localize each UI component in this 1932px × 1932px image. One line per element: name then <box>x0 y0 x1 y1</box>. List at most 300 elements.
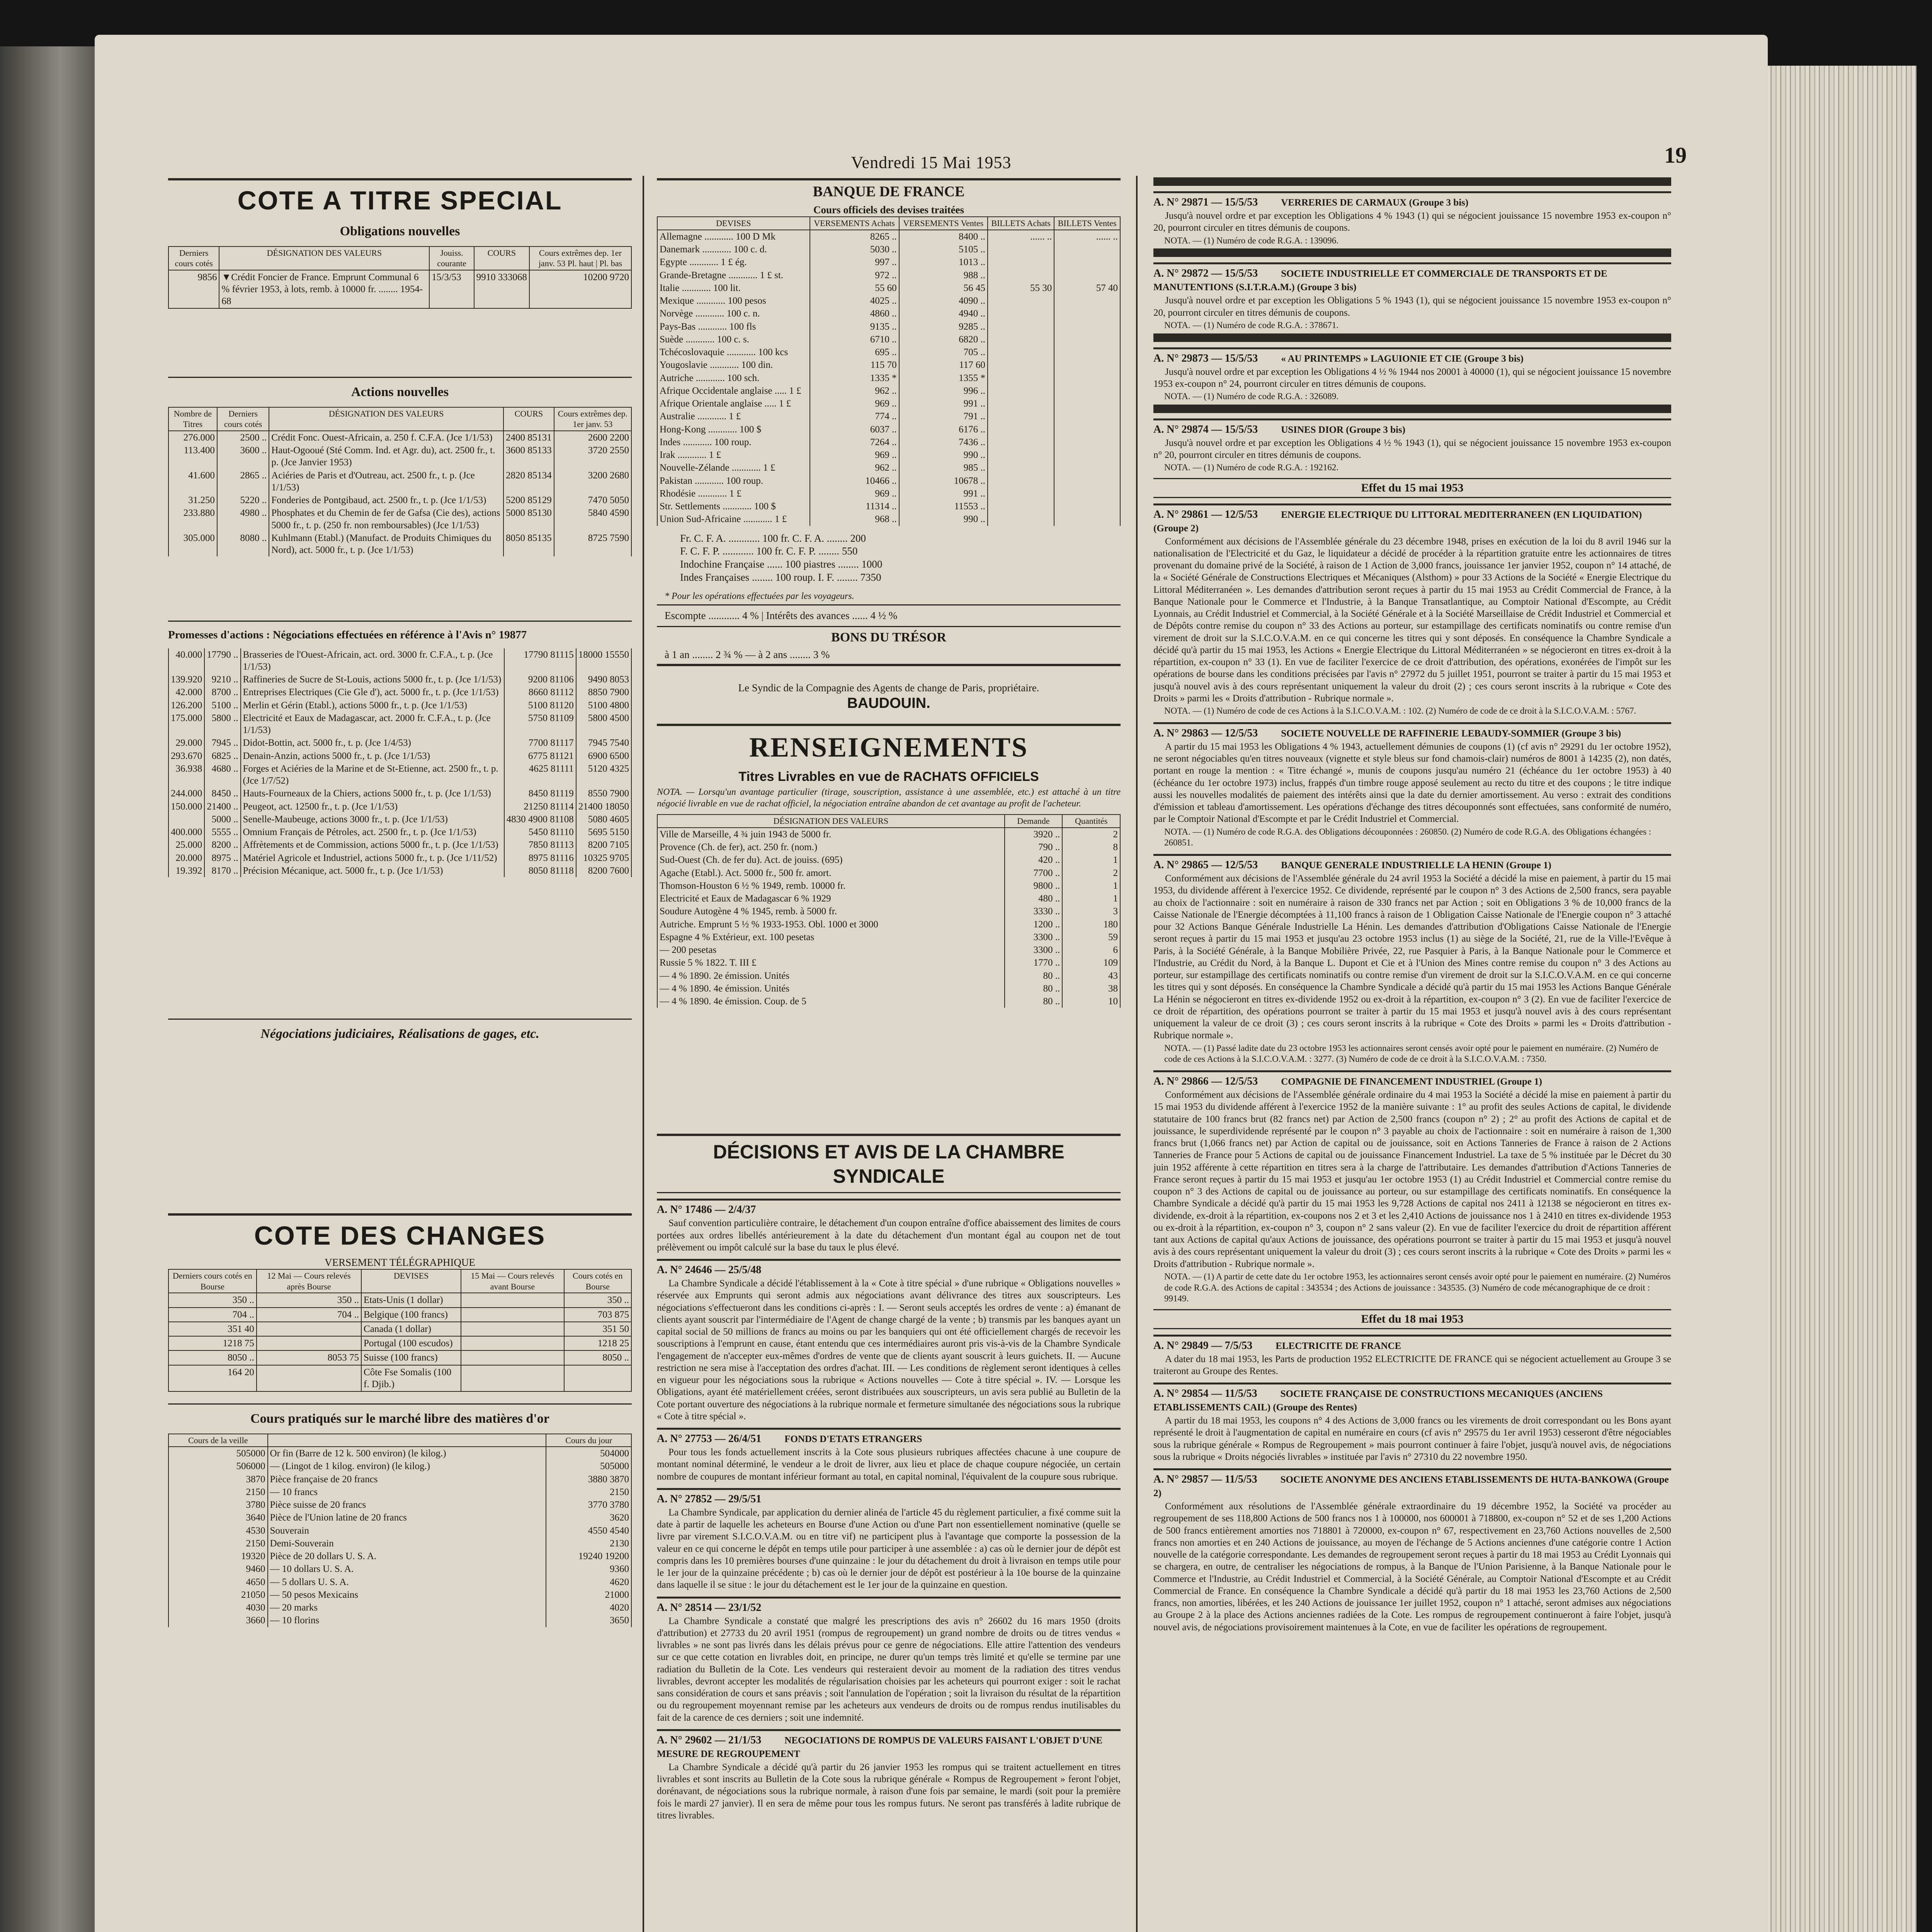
avis-number: A. N° 27753 — 26/4/51 <box>657 1433 762 1445</box>
table-cell: 480 .. <box>1005 892 1063 905</box>
table-cell: 791 .. <box>899 410 988 423</box>
avis-heading <box>1153 347 1671 365</box>
table-row <box>168 648 631 673</box>
table-cell <box>1054 384 1120 397</box>
table-cell: 1218 75 <box>168 1336 257 1350</box>
column-header: COURS <box>474 247 529 270</box>
banque-france-note: * Pour les opérations effectuées par les voyageurs. <box>665 591 854 601</box>
table-cell: 8200 .. <box>204 838 240 851</box>
table-cell <box>461 1365 564 1392</box>
table-cell: 5080 4605 <box>576 813 631 826</box>
table-row <box>168 1447 631 1460</box>
table-cell <box>1054 423 1120 436</box>
table-cell: 2150 <box>546 1486 631 1498</box>
table-cell: Provence (Ch. de fer), act. 250 fr. (nom.) <box>657 841 1005 854</box>
avis-bar <box>1153 248 1671 257</box>
column-header: Quantités <box>1062 815 1120 828</box>
table-cell: 8850 7900 <box>576 686 631 699</box>
table-cell <box>257 1322 361 1336</box>
table-cell: Danemark ............ 100 c. d. <box>657 243 810 256</box>
table-cell: 3920 .. <box>1005 828 1063 841</box>
table-cell: 990 .. <box>899 449 988 461</box>
table-row <box>168 1614 631 1627</box>
avis-heading <box>1153 262 1671 294</box>
column-header: DÉSIGNATION DES VALEURS <box>657 815 1005 828</box>
table-cell: 38 <box>1062 982 1120 995</box>
rule <box>657 626 1121 627</box>
avis-number: A. N° 29854 — 11/5/53 <box>1153 1388 1257 1400</box>
table-cell: 6176 .. <box>899 423 988 436</box>
table-row <box>657 449 1120 461</box>
table-row <box>168 762 631 787</box>
table-cell <box>1054 269 1120 282</box>
table-cell: 117 60 <box>899 359 988 371</box>
book-page-stack <box>1762 66 1917 1932</box>
table-cell: 3300 .. <box>1005 944 1063 956</box>
table-cell: 968 .. <box>810 513 899 526</box>
effet-15-mai: Effet du 15 mai 1953 <box>1153 478 1671 498</box>
table-cell <box>564 1365 631 1392</box>
table-cell: 8200 7105 <box>576 838 631 851</box>
table-cell: Soudure Autogène 4 % 1945, remb. à 5000 fr. <box>657 905 1005 918</box>
table-row <box>657 410 1120 423</box>
table-row <box>657 931 1120 944</box>
table-cell <box>1054 372 1120 384</box>
avis-bar <box>1153 405 1671 413</box>
table-cell: 704 .. <box>257 1308 361 1322</box>
table-header-row <box>168 247 631 270</box>
table-cell: 1 <box>1062 892 1120 905</box>
avis-heading <box>657 1488 1121 1506</box>
avis-heading <box>1153 503 1671 535</box>
table-cell: 9460 <box>168 1563 268 1575</box>
table-cell: Affrètements et de Commission, actions 5000 fr., t. p. (Jce 1/1/53) <box>241 838 504 851</box>
table-cell: Pakistan ............ 100 roup. <box>657 474 810 487</box>
avis-text: Jusqu'à nouvel ordre et par exception les Obligations 5 % 1943 (1), qui se négocient jouissance 15 novembre 1953 ex-coupon n° 20, pourront circuler en titres démunis de coupons. <box>1153 295 1671 318</box>
table-cell: Suisse (100 francs) <box>361 1350 461 1365</box>
table-row <box>657 243 1120 256</box>
table-cell: 7945 7540 <box>576 736 631 749</box>
table-cell: 8 <box>1062 841 1120 854</box>
rule <box>168 377 632 378</box>
table-cell: 4830 4900 81108 <box>504 813 576 826</box>
table-header-row <box>168 1269 631 1293</box>
table-cell: 21400 18050 <box>576 800 631 813</box>
avis-nota: NOTA. — (1) Numéro de code R.G.A. : 378671. <box>1164 320 1339 330</box>
table-row <box>657 892 1120 905</box>
avis-nota: NOTA. — (1) Numéro de code de ces Actions à la S.I.C.O.V.A.M. : 102. (2) Numéro de code de ce droit à la S.I.C.O.V.A.M. : 5767. <box>1164 706 1636 716</box>
table-cell: 972 .. <box>810 269 899 282</box>
table-row <box>657 982 1120 995</box>
table-cell: Omnium Français de Pétroles, act. 2500 fr., t. p. (Jce 1/1/53) <box>241 826 504 838</box>
avis-text: Conformément aux décisions de l'Assemblée générale du 24 avril 1953 la Société a décidé la mise en paiement, à partir du 15 mai 1953, du dividende afférent à l'exercice 1952. Ce dividende, représenté par le coupon n° 3 des Actions de 2,500 francs, sera payable au choix de l'actionnaire : soit en numéraire à raison de 330 francs net par Action ; soit en Obligations 3 % de 10,000 francs de la Caisse Nationale de l'Energie décomptées à 11,100 francs à raison de 1 Obligation Caisse Nationale de l'Energie coupon n° 3 attaché pour 32 Actions Banque Générale Industrielle La Hénin. Les demandes d'attribution d'Obligations Caisse Nationale de l'Energie seront reçues à partir du 15 mai 1953 et jusqu'au 23 octobre 1953 inclus (1) au siège de la Société, 21, rue de la Ville-l'Evêque à Paris, à la Société Générale, à la Banque Mobilière Privée, 22, rue Pasquier à Paris, à la Banque Nationale pour le Commerce et l'Industrie, au Crédit du Nord, à la Banque L. Dupont et Cie et à l'Union des Mines contre remise du coupon n° 3 des Actions au porteur, sur estampillage des certificats nominatifs ou contre remise d'un virement de droit sur la S.I.C.O.V.A.M. en ce qui concerne les titres qui y sont déposés. En conséquence la Chambre Syndicale a décidé qu'à partir du 15 mai 1953 les Actions Banque Générale La Hénin se négocieront en titres ex-dividende 1952 ou ex-droit à la répartition, ex-coupon n° 3 (2). En vue de faciliter l'exercice de ce droit de répartition, des opérations pourront se traiter à partir du 15 mai 1953 et jusqu'à nouvel avis à des cours représentant uniquement la valeur de ce droit (3) ; ces cours seront inscrits à la rubrique « Cote des Droits » parmi les « Droits d'attribution - Rubrique normale ». <box>1153 873 1671 1041</box>
rule <box>168 1213 632 1216</box>
table-cell: 9285 .. <box>899 320 988 333</box>
table-cell: 244.000 <box>168 787 204 800</box>
avis-nota: NOTA. — (1) Passé ladite date du 23 octobre 1953 les actionnaires seront censés avoir opté pour le paiement en numéraire. (2) Numéro de code de ces Actions à la S.I.C.O.V.A.M. : 3277. (3) Numéro de code de ce droit à la S.I.C.O.V.A.M. : 7350. <box>1164 1043 1658 1064</box>
table-cell: 1 <box>1062 854 1120 866</box>
table-row <box>657 956 1120 969</box>
avis-item <box>1153 177 1671 246</box>
matieres-or-title: Cours pratiqués sur le marché libre des matières d'or <box>250 1412 549 1426</box>
table-cell: ▼Crédit Foncier de France. Emprunt Communal 6 % février 1953, à lots, remb. à 10000 fr. ........ 1954-68 <box>219 270 429 309</box>
table-cell: Rhodésie ............ 1 £ <box>657 487 810 500</box>
table-cell <box>257 1365 361 1392</box>
table-cell: 351 40 <box>168 1322 257 1336</box>
avis-text: A partir du 15 mai 1953 les Obligations 4 % 1943, actuellement démunies de coupons (1) (cf avis n° 29291 du 1er octobre 1952), ne seront négociables qu'en titres nouveaux (vignette et style bleus sur fond chamois-clair) numéros de 8001 à 14235 (2), non datés, portant en rouge la mention : « Titre échangé », munis de coupons jusqu'au numéro 21 (échéance du 1er octobre 1953) à 40 (échéance du 1er octobre 1973) inclus, frappés d'un timbre rouge apposé seulement au recto du titre et des coupons ; le titre indique aussi les nouvelles modalités de paiement des intérêts ainsi que la date du dernier amortissement. Au verso : extrait des conditions d'émission et tableau d'amortissement. Les opérations d'échange des titres découponnés sont effectuées, sans conformité de numéro, par le Comptoir National d'Escompte et par le Crédit Industriel et Commercial. <box>1153 741 1671 825</box>
table-cell: 8050 85135 <box>503 532 554 557</box>
table-cell: 4090 .. <box>899 294 988 307</box>
table-cell: Tchécoslovaquie ............ 100 kcs <box>657 346 810 359</box>
table-cell: 11314 .. <box>810 500 899 513</box>
table-row <box>168 673 631 686</box>
syndic-text: Le Syndic de la Compagnie des Agents de change de Paris, propriétaire. <box>738 682 1039 694</box>
table-cell: 3330 .. <box>1005 905 1063 918</box>
table-cell: 80 .. <box>1005 982 1063 995</box>
banque-france-table <box>657 216 1121 526</box>
table-cell: 1218 25 <box>564 1336 631 1350</box>
table-cell: Pièce française de 20 francs <box>268 1473 546 1486</box>
rule <box>168 621 632 622</box>
table-cell <box>988 372 1054 384</box>
avis-company: SOCIETE NOUVELLE DE RAFFINERIE LEBAUDY-SOMMIER (Groupe 3 bis) <box>1281 728 1621 739</box>
table-cell: 20.000 <box>168 852 204 864</box>
avis-heading <box>1153 722 1671 740</box>
table-cell: 305.000 <box>168 532 217 557</box>
column-left <box>168 176 632 1932</box>
table-cell: 3870 <box>168 1473 268 1486</box>
table-cell: 21250 81114 <box>504 800 576 813</box>
rule <box>657 1192 1121 1193</box>
column-header: Cours extrêmes dep. 1er janv. 53 <box>554 407 631 431</box>
table-cell <box>1054 397 1120 410</box>
table-cell: Souverain <box>268 1524 546 1537</box>
table-cell: Belgique (100 francs) <box>361 1308 461 1322</box>
table-cell: 704 .. <box>168 1308 257 1322</box>
avis-number: A. N° 27852 — 29/5/51 <box>657 1493 762 1505</box>
obligations-table <box>168 246 632 309</box>
table-cell: 80 .. <box>1005 969 1063 982</box>
avis-text: La Chambre Syndicale a décidé qu'à partir du 26 janvier 1953 les rompus qui se traitent actuellement en titres livrables et sont inscrits au Bulletin de la Cote sous la rubrique générale « Rompus de Regroupement » feront l'objet, dorénavant, de négociations sous la rubrique normale, à raison d'une fois par semaine, le mardi (soit pour la première fois le mardi 27 janvier). Il en sera de même pour tous les rompus futurs. Ne seront pas transférés à ladite rubrique de titres livrables. <box>657 1762 1121 1821</box>
table-cell <box>988 384 1054 397</box>
table-cell: Agache (Etabl.). Act. 5000 fr., 500 fr. amort. <box>657 867 1005 879</box>
table-cell: Entreprises Electriques (Cie Gle d'), act. 5000 fr., t. p. (Jce 1/1/53) <box>241 686 504 699</box>
table-cell: — 50 pesos Mexicains <box>268 1588 546 1601</box>
table-cell: 420 .. <box>1005 854 1063 866</box>
table-cell: Mexique ............ 100 pesos <box>657 294 810 307</box>
table-cell <box>988 397 1054 410</box>
table-cell: ...... .. <box>1054 230 1120 243</box>
table-cell: Irak ............ 1 £ <box>657 449 810 461</box>
table-row <box>168 270 631 309</box>
table-row <box>657 359 1120 371</box>
table-cell: 5030 .. <box>810 243 899 256</box>
table-cell: 4625 81111 <box>504 762 576 787</box>
table-cell: Portugal (100 escudos) <box>361 1336 461 1350</box>
table-cell: 25.000 <box>168 838 204 851</box>
cfa-rate-line: F. C. F. P. ............ 100 fr. C. F. P. ........ 550 <box>680 545 858 557</box>
table-cell: Phosphates et du Chemin de fer de Gafsa (Cie des), actions 5000 fr., t. p. (250 fr. non remboursables) (Jce 1/1/53) <box>269 507 503 532</box>
avis-item <box>657 1597 1121 1724</box>
table-cell: 8050 .. <box>564 1350 631 1365</box>
table-row <box>168 1308 631 1322</box>
table-cell: — 10 francs <box>268 1486 546 1498</box>
avis-item <box>657 1199 1121 1253</box>
table-cell: 5555 .. <box>204 826 240 838</box>
table-header-row <box>657 815 1120 828</box>
table-cell: Autriche. Emprunt 5 ½ % 1933-1953. Obl. 1000 et 3000 <box>657 918 1005 931</box>
table-cell: 6 <box>1062 944 1120 956</box>
column-header: BILLETS Ventes <box>1054 217 1120 230</box>
table-cell: 9910 333068 <box>474 270 529 309</box>
avis-number: A. N° 29872 — 15/5/53 <box>1153 267 1258 280</box>
table-cell <box>988 320 1054 333</box>
table-row <box>657 995 1120 1008</box>
decisions-list <box>657 1199 1121 1821</box>
table-cell: 8050 81118 <box>504 864 576 877</box>
table-cell: Fonderies de Pontgibaud, act. 2500 fr., t. p. (Jce 1/1/53) <box>269 494 503 507</box>
table-cell: 5000 85130 <box>503 507 554 532</box>
table-cell: 7850 81113 <box>504 838 576 851</box>
table-cell: 5100 .. <box>204 699 240 712</box>
table-row <box>168 1537 631 1550</box>
table-cell: 5840 4590 <box>554 507 631 532</box>
table-row <box>657 269 1120 282</box>
avis-heading <box>1153 418 1671 436</box>
table-cell <box>988 436 1054 449</box>
table-cell: — 4 % 1890. 4e émission. Unités <box>657 982 1005 995</box>
table-cell <box>1054 243 1120 256</box>
table-cell: 276.000 <box>168 431 217 444</box>
table-cell: 8725 7590 <box>554 532 631 557</box>
table-cell: Merlin et Gérin (Etabl.), actions 5000 fr., t. p. (Jce 1/1/53) <box>241 699 504 712</box>
table-cell <box>1054 500 1120 513</box>
table-row <box>657 436 1120 449</box>
avis-company: SOCIETE INDUSTRIELLE ET COMMERCIALE DE TRANSPORTS ET DE MANUTENTIONS (S.I.T.R.A.M.) (Groupe 3 bis) <box>1153 269 1607 293</box>
table-cell: 703 875 <box>564 1308 631 1322</box>
table-row <box>657 487 1120 500</box>
table-cell: 969 .. <box>810 397 899 410</box>
table-cell: 2400 85131 <box>503 431 554 444</box>
table-row <box>168 1498 631 1511</box>
avis-bar <box>1153 333 1671 342</box>
avis-item <box>1153 333 1671 402</box>
table-row <box>168 699 631 712</box>
column-divider <box>643 176 644 1932</box>
table-cell: 962 .. <box>810 461 899 474</box>
avis-company: ELECTRICITE DE FRANCE <box>1276 1340 1401 1351</box>
column-header: VERSEMENTS Achats <box>810 217 899 230</box>
avis-number: A. N° 17486 — 2/4/37 <box>657 1204 756 1216</box>
table-cell <box>168 813 204 826</box>
table-row <box>657 867 1120 879</box>
table-row <box>168 1293 631 1307</box>
table-cell: 41.600 <box>168 469 217 494</box>
table-cell <box>988 513 1054 526</box>
table-cell <box>461 1350 564 1365</box>
table-cell: — 4 % 1890. 2e émission. Unités <box>657 969 1005 982</box>
table-cell: 9856 <box>168 270 219 309</box>
cfa-rates <box>680 532 1097 584</box>
table-cell: Italie ............ 100 lit. <box>657 282 810 294</box>
table-cell: 2150 <box>168 1537 268 1550</box>
table-cell: Matériel Agricole et Industriel, actions 5000 fr., t. p. (Jce 1/11/52) <box>241 852 504 864</box>
table-cell: 21000 <box>546 1588 631 1601</box>
avis-item <box>1153 503 1671 717</box>
table-cell: 40.000 <box>168 648 204 673</box>
avis-company: NEGOCIATIONS DE ROMPUS DE VALEURS FAISANT L'OBJET D'UNE MESURE DE REGROUPEMENT <box>657 1735 1103 1759</box>
obligations-subtitle: Obligations nouvelles <box>340 224 460 238</box>
table-cell: 4550 4540 <box>546 1524 631 1537</box>
table-cell: Autriche ............ 100 sch. <box>657 372 810 384</box>
table-header-row <box>168 1434 631 1447</box>
table-cell: 19240 19200 <box>546 1550 631 1563</box>
table-cell <box>988 243 1054 256</box>
table-cell: 8450 81119 <box>504 787 576 800</box>
avis-heading <box>1153 191 1671 209</box>
table-row <box>657 282 1120 294</box>
table-cell: 10466 .. <box>810 474 899 487</box>
table-cell: 8400 .. <box>899 230 988 243</box>
cote-changes-subtitle: VERSEMENT TÉLÉGRAPHIQUE <box>325 1256 475 1268</box>
table-cell: 5750 81109 <box>504 712 576 737</box>
avis-nota: NOTA. — (1) Numéro de code R.G.A. : 192162. <box>1164 463 1339 473</box>
table-row <box>168 444 631 469</box>
table-cell: 774 .. <box>810 410 899 423</box>
column-header: Nombre de Titres <box>168 407 217 431</box>
table-cell: 3640 <box>168 1511 268 1524</box>
table-row <box>168 800 631 813</box>
table-cell: 9360 <box>546 1563 631 1575</box>
avis-item <box>1153 854 1671 1065</box>
avis-text: Conformément aux décisions de l'Assemblée générale ordinaire du 4 mai 1953 la Société a décidé la mise en paiement à partir du 15 mai 1953 du dividende afférent à l'exercice 1952 de la manière suivante : 1° au profit des seules Actions de capital, le dividende statutaire de 100 francs brut (82 francs net) par Action de 2,500 francs (coupon n° 2) ; 2° au profit des Actions de capital et de jouissance, le superdividende représenté par le coupon n° 3 payable au choix de l'actionnaire : soit en numéraire à raison de 1,300 francs brut (1,066 francs net) par Action de capital ou de jouissance, soit en Actions Tanneries de France à raison de 2 Actions Tanneries de France pour 5 Actions de capital ou de jouissance Financement Industriel. La taxe de 5 % instituée par le Décret du 30 juin 1952 afférente à cette répartition en titres sera à la charge de l'attributaire. Les demandes d'attribution d'Actions Tanneries de France seront reçues à partir du 15 mai 1953 et jusqu'au 1er octobre 1953 (1) au Crédit Industriel et Commercial contre remise du coupon n° 3 des Actions de capital ou de jouissance au porteur, ou sur estampillage des certificats nominatifs. En conséquence la Chambre Syndicale a décidé qu'à partir du 15 mai 1953 les 9,728 Actions de capital nos 2411 à 12138 se négocieront en titres ex-dividende, ex-droit à la répartition, ex-coupons nos 2 et 3 et les 2,410 Actions de jouissance nos 1 à 2410 en titres ex-dividende 1953 ou ex-droit à la répartition, ex-coupon n° 3, coupon n° 2 sans valeur (2). En vue de faciliter l'exercice du droit de répartition afférent tant aux Actions de capital qu'aux Actions de jouissance, des opérations pourront se traiter à partir du 15 mai 1953 et jusqu'à nouvel avis à des cours représentant uniquement la valeur du droit (3) ; ces cours seront inscrits à la rubrique « Cote des Droits » parmi les « Droits d'attribution - Rubrique normale ». <box>1153 1090 1671 1269</box>
avis-list-effet-18-mai <box>1153 1335 1671 1633</box>
table-cell: 150.000 <box>168 800 204 813</box>
avis-number: A. N° 28514 — 23/1/52 <box>657 1601 762 1614</box>
avis-item <box>1153 1468 1671 1633</box>
avis-nota: NOTA. — (1) Numéro de code R.G.A. : 139096. <box>1164 235 1339 245</box>
table-cell: 969 .. <box>810 487 899 500</box>
table-cell: 5695 5150 <box>576 826 631 838</box>
table-cell: 6775 81121 <box>504 750 576 762</box>
table-cell: Peugeot, act. 12500 fr., t. p. (Jce 1/1/53) <box>241 800 504 813</box>
column-right <box>1153 176 1671 1932</box>
table-row <box>657 879 1120 892</box>
table-cell <box>1054 436 1120 449</box>
avis-text: Jusqu'à nouvel ordre et par exception les Obligations 4 ½ % 1944 nos 20001 à 40000 (1), qui se négocient jouissance 15 novembre 1953 ex-coupon n° 24, pourront circuler en titres démunis de coupons. <box>1153 366 1671 389</box>
table-row <box>657 333 1120 346</box>
table-cell <box>988 269 1054 282</box>
table-row <box>657 918 1120 931</box>
avis-item <box>1153 722 1671 849</box>
table-cell: 5800 4500 <box>576 712 631 737</box>
avis-number: A. N° 29602 — 21/1/53 <box>657 1734 762 1746</box>
table-cell: 4860 .. <box>810 307 899 320</box>
table-cell: 6900 6500 <box>576 750 631 762</box>
table-row <box>657 372 1120 384</box>
table-row <box>657 905 1120 918</box>
table-cell: 4530 <box>168 1524 268 1537</box>
table-cell: Hong-Kong ............ 100 $ <box>657 423 810 436</box>
table-cell: 4025 .. <box>810 294 899 307</box>
avis-heading <box>1153 854 1671 872</box>
table-cell: 350 .. <box>257 1293 361 1307</box>
table-cell: 400.000 <box>168 826 204 838</box>
table-row <box>168 1350 631 1365</box>
rule <box>168 178 632 180</box>
column-header: COURS <box>503 407 554 431</box>
table-cell <box>988 359 1054 371</box>
table-cell: Afrique Occidentale anglaise ..... 1 £ <box>657 384 810 397</box>
table-cell: 8053 75 <box>257 1350 361 1365</box>
table-row <box>657 513 1120 526</box>
table-cell: 7264 .. <box>810 436 899 449</box>
table-cell: 4650 <box>168 1576 268 1588</box>
rule <box>657 1134 1121 1136</box>
table-cell: 1013 .. <box>899 256 988 269</box>
table-cell <box>988 461 1054 474</box>
table-cell <box>1054 449 1120 461</box>
table-cell: 21400 .. <box>204 800 240 813</box>
table-row <box>168 750 631 762</box>
table-cell: 8080 .. <box>217 532 269 557</box>
table-cell: 10 <box>1062 995 1120 1008</box>
table-cell: 109 <box>1062 956 1120 969</box>
avis-number: A. N° 29865 — 12/5/53 <box>1153 859 1258 871</box>
table-cell: 1 <box>1062 879 1120 892</box>
table-cell: 19.392 <box>168 864 204 877</box>
table-cell: Nouvelle-Zélande ............ 1 £ <box>657 461 810 474</box>
table-cell: Norvège ............ 100 c. n. <box>657 307 810 320</box>
table-cell: 8200 7600 <box>576 864 631 877</box>
table-cell: Australie ............ 1 £ <box>657 410 810 423</box>
avis-company: FONDS D'ETATS ETRANGERS <box>784 1434 922 1444</box>
table-cell: 5105 .. <box>899 243 988 256</box>
table-header-row <box>168 407 631 431</box>
table-cell: 1200 .. <box>1005 918 1063 931</box>
table-cell: 9135 .. <box>810 320 899 333</box>
table-cell: Kuhlmann (Etabl.) (Manufact. de Produits Chimiques du Nord), act. 5000 fr., t. p. (Jce 1/1/53) <box>269 532 503 557</box>
table-cell: Str. Settlements ............ 100 $ <box>657 500 810 513</box>
table-cell: Senelle-Maubeuge, actions 3000 fr., t. p. (Jce 1/1/53) <box>241 813 504 826</box>
table-row <box>168 1563 631 1575</box>
table-row <box>168 838 631 851</box>
table-cell: 505000 <box>546 1460 631 1473</box>
table-cell <box>1054 294 1120 307</box>
table-cell: 55 60 <box>810 282 899 294</box>
avis-text: Jusqu'à nouvel ordre et par exception les Obligations 4 % 1943 (1) qui se négocient jouissance 15 novembre 1953 ex-coupon n° 20, pourront circuler en titres démunis de coupons. <box>1153 211 1671 233</box>
table-cell: — 20 marks <box>268 1601 546 1614</box>
table-cell: Afrique Orientale anglaise ..... 1 £ <box>657 397 810 410</box>
table-cell: 997 .. <box>810 256 899 269</box>
table-row <box>657 384 1120 397</box>
rule <box>168 1019 632 1020</box>
table-cell: 8975 81116 <box>504 852 576 864</box>
table-row <box>168 1365 631 1392</box>
avis-text: Jusqu'à nouvel ordre et par exception les Obligations 4 ½ % 1943 (1), qui se négocient jouissance 15 novembre 1953 ex-coupon n° 20, pourront circuler en titres démunis de coupons. <box>1153 437 1671 460</box>
table-cell: 5100 81120 <box>504 699 576 712</box>
table-cell: 5800 .. <box>204 712 240 737</box>
table-row <box>657 461 1120 474</box>
table-cell: 5450 81110 <box>504 826 576 838</box>
table-cell: 18000 15550 <box>576 648 631 673</box>
table-cell: 705 .. <box>899 346 988 359</box>
table-cell <box>988 307 1054 320</box>
table-cell: 5220 .. <box>217 494 269 507</box>
effet-18-mai: Effet du 18 mai 1953 <box>1153 1309 1671 1329</box>
table-cell: 3650 <box>546 1614 631 1627</box>
table-row <box>168 686 631 699</box>
